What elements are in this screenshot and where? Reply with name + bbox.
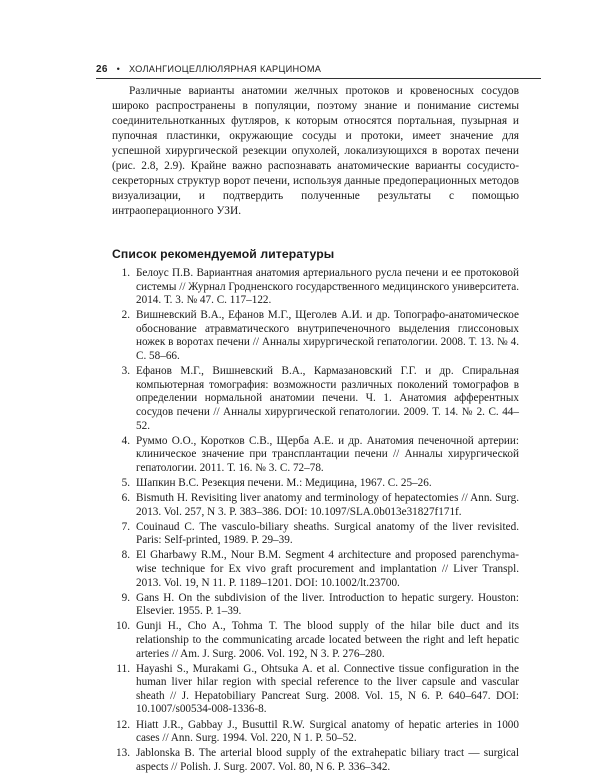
literature-title: Список рекомендуемой литературы	[112, 247, 335, 261]
reference-item	[112, 477, 519, 491]
reference-text: Gunji H., Cho A., Tohma T. The blood supply of the hilar bile duct and its relationship to the communicating arcade located between the right and left hepatic arteries // Am. J. Surg. 2006. Vol. 192, N 3. P. 276–280.	[136, 620, 519, 660]
header-rule	[96, 78, 541, 79]
reference-text: Ефанов М.Г., Вишневский В.А., Кармазановский Г.Г. и др. Спиральная компьютерная томография: возможности различных поколений томографов в определении нормальной анатомии печени. Ч. 1. Анатомия афферентных сосудов печени // Анналы хирургической гепатологии. 2009. Т. 14. № 2. С. 44–52.	[136, 365, 519, 432]
reference-number: 13.	[116, 747, 130, 760]
reference-item	[112, 267, 519, 308]
reference-item	[112, 309, 519, 363]
reference-number: 4.	[121, 434, 130, 447]
reference-number: 10.	[116, 620, 130, 633]
reference-item	[112, 521, 519, 548]
reference-number: 2.	[121, 309, 130, 322]
reference-list	[112, 267, 519, 776]
intro-paragraph: Различные варианты анатомии желчных протоков и кровеносных сосудов широко распространены в популяции, поэтому знание и понимание системы соединительнотканных футляров, к которым относятся портальная, пузырная и пупочная пластинки, окружающие сосуды и протоки, имеет значение для успешной хирургической резекции опухолей, локализующихся в воротах печени (рис. 2.8, 2.9). Крайне важно распознавать анатомические варианты сосудисто-секреторных структур ворот печени, используя данные предоперационных методов визуализации, и подтвердить полученные результаты с помощью интраоперационного УЗИ.	[112, 85, 519, 217]
reference-item	[112, 492, 519, 519]
page-number: 26	[96, 64, 108, 75]
reference-number: 3.	[121, 365, 130, 378]
reference-number: 12.	[116, 718, 130, 731]
reference-text: Couinaud C. The vasculo-biliary sheaths. Surgical anatomy of the liver revisited. Paris: Self-printed, 1989. P. 29–39.	[136, 520, 519, 547]
reference-number: 5.	[121, 476, 130, 489]
reference-text: Hayashi S., Murakami G., Ohtsuka A. et al. Connective tissue configuration in the human liver hilar region with special reference to the liver capsule and vascular sheath // J. Hepatobiliary Pancreat Surg. 2008. Vol. 15, N 6. P. 640–647. DOI: 10.1007/s00534-008-1336-8.	[136, 662, 519, 716]
reference-item	[112, 365, 519, 433]
reference-item	[112, 592, 519, 619]
reference-text: Hiatt J.R., Gabbay J., Busuttil R.W. Surgical anatomy of hepatic arteries in 1000 cases // Ann. Surg. 1994. Vol. 220, N 1. P. 50–52.	[136, 718, 519, 745]
reference-item	[112, 747, 519, 774]
reference-text: Gans H. On the subdivision of the liver. Introduction to hepatic surgery. Houston: Elsevier. 1955. P. 1–39.	[136, 591, 519, 618]
reference-number: 11.	[116, 662, 130, 675]
reference-text: Шапкин В.С. Резекция печени. М.: Медицина, 1967. С. 25–26.	[136, 476, 432, 489]
reference-number: 6.	[121, 492, 130, 504]
reference-number: 8.	[121, 549, 130, 562]
header-separator: •	[116, 64, 121, 74]
reference-text: Jablonska B. The arterial blood supply of the extrahepatic biliary tract — surgical aspects // Polish. J. Surg. 2007. Vol. 80, N 6. P. 336–342.	[136, 747, 519, 773]
reference-text: Руммо О.О., Коротков С.В., Щерба А.Е. и др. Анатомия печеночной артерии: клиническое значение при трансплантации печени // Анналы хирургической гепатологии. 2011. Т. 16. № 3. С. 72–78.	[136, 434, 519, 474]
reference-text: El Gharbawy R.M., Nour B.M. Segment 4 architecture and proposed parenchyma-wise technique for Ex vivo graft procurement and implantation // Liver Transpl. 2013. Vol. 19, N 11. P. 1189–1201. DOI: 10.1002/lt.23700.	[136, 549, 519, 589]
running-header	[96, 64, 541, 75]
reference-number: 1.	[121, 267, 130, 279]
reference-text: Вишневский В.А., Ефанов М.Г., Щеголев А.И. и др. Топографо-анатомическое обоснование атравматического внутрипеченочного выделения глиссоновых ножек в воротах печени // Анналы хирургической гепатологии. 2008. Т. 13. № 4. С. 58–66.	[136, 309, 519, 363]
reference-number: 9.	[121, 591, 130, 604]
reference-text: Белоус П.В. Вариантная анатомия артериального русла печени и ее протоковой системы // Журнал Гродненского государственного медицинского университета. 2014. Т. 3. № 47. С. 117–122.	[136, 267, 519, 307]
reference-number: 7.	[121, 520, 130, 533]
reference-item	[112, 719, 519, 746]
running-title: ХОЛАНГИОЦЕЛЛЮЛЯРНАЯ КАРЦИНОМА	[128, 64, 322, 74]
reference-item	[112, 620, 519, 661]
reference-item	[112, 549, 519, 590]
reference-item	[112, 663, 519, 717]
reference-item	[112, 435, 519, 476]
reference-text: Bismuth H. Revisiting liver anatomy and terminology of hepatectomies // Ann. Surg. 2013. Vol. 257, N 3. P. 383–386. DOI: 10.1097/SLA.0b013e31827f171f.	[136, 492, 519, 518]
